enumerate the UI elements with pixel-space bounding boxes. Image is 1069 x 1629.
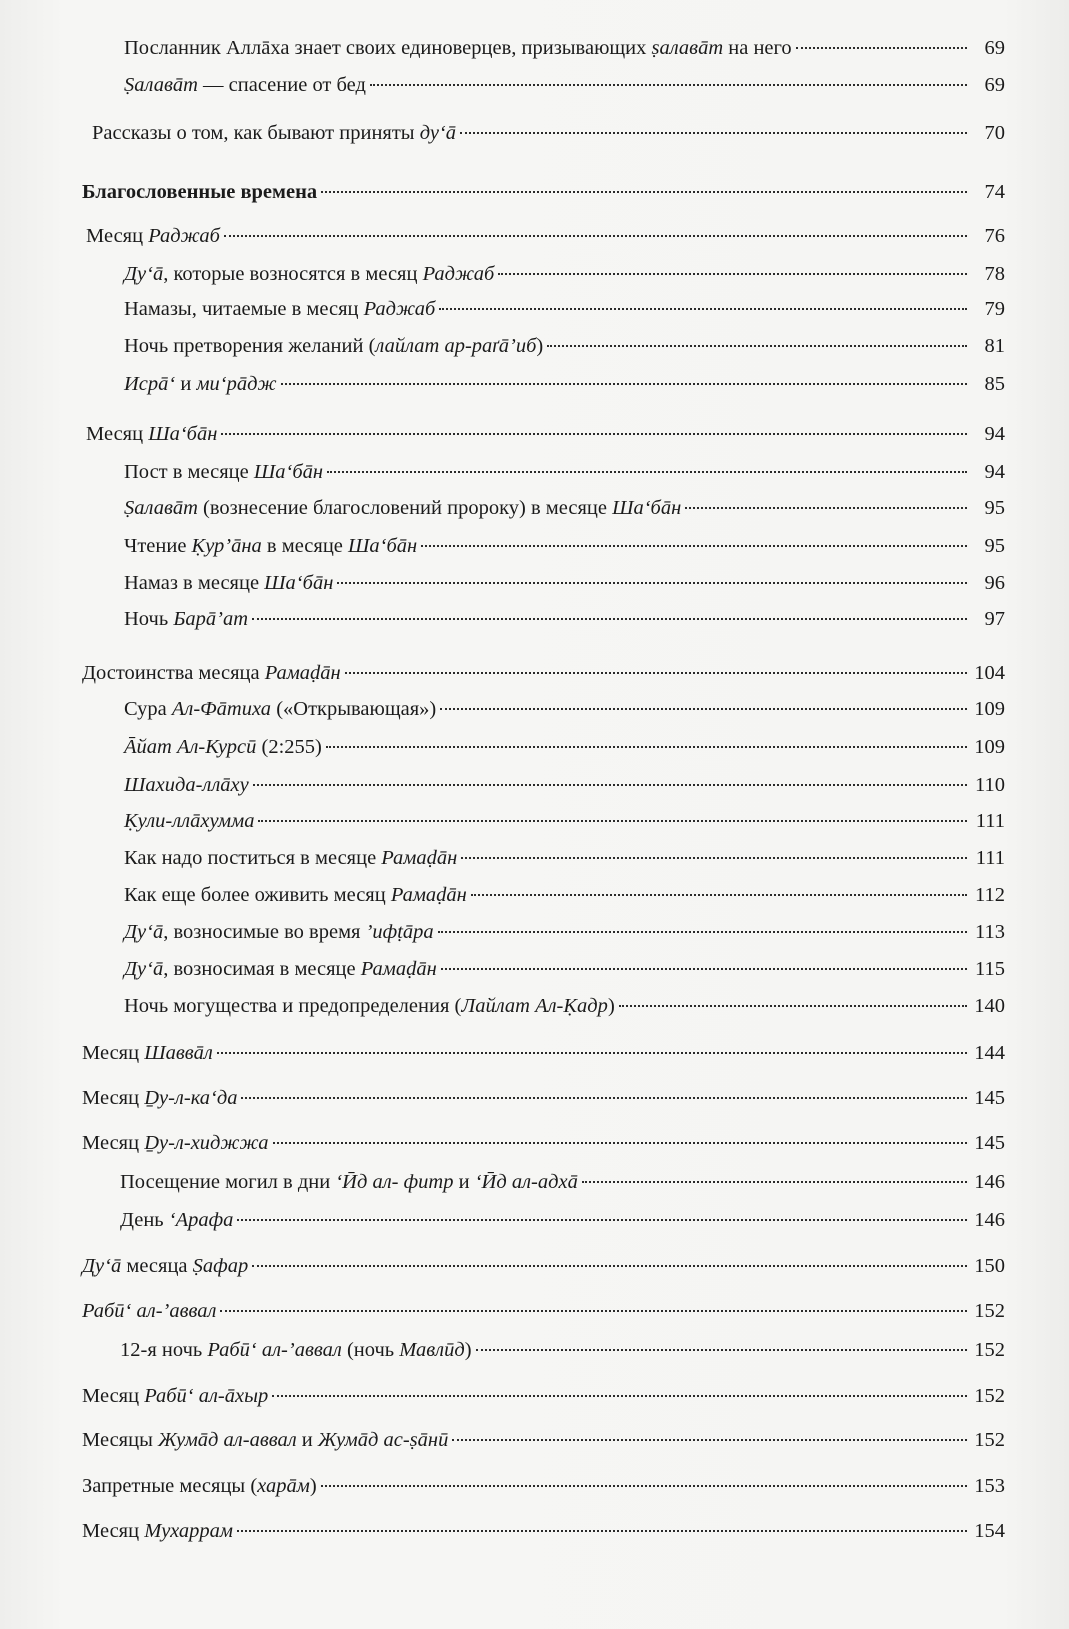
toc-entry (82, 1298, 1005, 1324)
toc-entry-page: 111 (975, 847, 1005, 869)
toc-entry (82, 1383, 1005, 1409)
toc-entry (120, 1337, 1005, 1363)
toc-entry-title: Достоинства месяца Рамаḍāн (82, 662, 341, 684)
toc-entry-title: Месяц Ḏу-л-ка‘да (82, 1087, 238, 1109)
toc-entry (124, 772, 1005, 798)
toc-entry-title: Ночь претворения желаний (лайлат ар-раґā’иб) (124, 335, 544, 357)
toc-entry-title: Ду‘ā месяца Ṣафар (82, 1255, 249, 1277)
toc-entry-page: 144 (974, 1042, 1005, 1064)
toc-entry-title: Благословенные времена (82, 181, 318, 203)
toc-entry (124, 956, 1005, 982)
dot-leader (547, 345, 967, 347)
dot-leader (220, 1310, 967, 1312)
toc-entry (82, 660, 1005, 686)
toc-entry (124, 495, 1005, 521)
toc-entry-title: Ḳули-ллāхумма (124, 810, 255, 832)
dot-leader (272, 1395, 967, 1397)
toc-entry-page: 110 (975, 774, 1005, 796)
toc-entry (124, 993, 1005, 1019)
toc-entry-page: 79 (984, 298, 1005, 320)
dot-leader (258, 820, 967, 822)
toc-entry (82, 1518, 1005, 1544)
toc-entry-page: 152 (974, 1385, 1005, 1407)
toc-entry-page: 145 (974, 1087, 1005, 1109)
toc-entry-title: Ду‘ā, которые возносятся в месяц Раджаб (124, 263, 495, 285)
toc-entry-page: 146 (974, 1171, 1005, 1193)
dot-leader (321, 1485, 967, 1487)
toc-entry-page: 97 (984, 608, 1005, 630)
toc-entry-page: 74 (984, 181, 1005, 203)
toc-entry (124, 919, 1005, 945)
toc-entry-page: 112 (975, 884, 1005, 906)
dot-leader (241, 1097, 967, 1099)
toc-entry-page: 70 (984, 122, 1005, 144)
toc-entry (124, 72, 1005, 98)
dot-leader (440, 708, 967, 710)
toc-entry (82, 1040, 1005, 1066)
toc-entry-title: Месяцы Жумāд ал-аввал и Жумāд ас-ṣāнӣ (82, 1429, 449, 1451)
toc-entry-title: День ‘Арафа (120, 1209, 234, 1231)
dot-leader (370, 84, 967, 86)
dot-leader (253, 784, 967, 786)
toc-entry (124, 570, 1005, 596)
dot-leader (345, 672, 967, 674)
dot-leader (582, 1181, 967, 1183)
toc-entry (124, 808, 1005, 834)
toc-entry-title: Намазы, читаемые в месяц Раджаб (124, 298, 436, 320)
dot-leader (498, 273, 967, 275)
dot-leader (326, 746, 967, 748)
toc-entry-title: Месяц Раджаб (86, 225, 220, 247)
dot-leader (327, 471, 967, 473)
toc-entry-title: Месяц Шаввāл (82, 1042, 213, 1064)
toc-entry-title: Исрā‘ и ми‘рāдж (124, 373, 277, 395)
toc-entry (92, 120, 1005, 146)
toc-entry-page: 150 (974, 1255, 1005, 1277)
toc-entry-title: 12-я ночь Рабӣ‘ ал-’аввал (ночь Мавлӣд) (120, 1339, 472, 1361)
toc-entry-title: Шахида-ллāху (124, 774, 249, 796)
dot-leader (438, 931, 967, 933)
dot-leader (439, 308, 967, 310)
dot-leader (460, 132, 967, 134)
toc-entry (124, 696, 1005, 722)
dot-leader (237, 1530, 967, 1532)
toc-entry-title: Запретные месяцы (харāм) (82, 1475, 317, 1497)
toc-entry-page: 78 (984, 263, 1005, 285)
toc-entry-page: 115 (975, 958, 1005, 980)
toc-entry-page: 111 (975, 810, 1005, 832)
toc-entry-page: 95 (984, 497, 1005, 519)
toc-entry (86, 421, 1005, 447)
dot-leader (452, 1439, 967, 1441)
toc-entry-page: 152 (974, 1300, 1005, 1322)
toc-entry-page: 104 (974, 662, 1005, 684)
toc-entry-page: 69 (984, 37, 1005, 59)
toc-entry (120, 1207, 1005, 1233)
toc-entry (82, 1253, 1005, 1279)
toc-entry-page: 81 (984, 335, 1005, 357)
dot-leader (321, 191, 967, 193)
dot-leader (461, 857, 967, 859)
dot-leader (441, 968, 967, 970)
dot-leader (273, 1142, 967, 1144)
dot-leader (471, 894, 967, 896)
toc-entry-page: 152 (974, 1429, 1005, 1451)
toc-entry-title: Месяц Рабӣ‘ ал-āхыр (82, 1385, 269, 1407)
toc-entry-page: 140 (974, 995, 1005, 1017)
toc-entry-title: Месяц Мухаррам (82, 1520, 234, 1542)
toc-entry-page: 153 (974, 1475, 1005, 1497)
toc-entry-page: 152 (974, 1339, 1005, 1361)
toc-entry-page: 76 (984, 225, 1005, 247)
toc-entry-title: Как надо поститься в месяце Рамаḍāн (124, 847, 458, 869)
toc-entry-page: 69 (984, 74, 1005, 96)
toc-entry (124, 371, 1005, 397)
toc-entry-title: Намаз в месяце Ша‘бāн (124, 572, 334, 594)
toc-entry-page: 96 (984, 572, 1005, 594)
toc-entry (82, 1427, 1005, 1453)
toc-entry (124, 882, 1005, 908)
toc-entry-page: 145 (974, 1132, 1005, 1154)
toc-entry (120, 1169, 1005, 1195)
toc-entry (124, 845, 1005, 871)
toc-entry-title: Посещение могил в дни ‘Ӣд ал- фитр и ‘Ӣд ал-адхā (120, 1171, 578, 1193)
dot-leader (685, 507, 967, 509)
toc-entry-page: 85 (984, 373, 1005, 395)
toc-entry-title: Посланник Аллāха знает своих единоверцев, призывающих ṣалавāт на него (124, 37, 792, 59)
toc-entry-title: Как еще более оживить месяц Рамаḍāн (124, 884, 467, 906)
toc-section-entry (82, 179, 1005, 205)
toc-entry-page: 94 (984, 461, 1005, 483)
toc-entry-title: Рассказы о том, как бывают приняты ду‘ā (92, 122, 456, 144)
dot-leader (337, 582, 967, 584)
toc-entry (124, 296, 1005, 322)
toc-entry-page: 113 (975, 921, 1005, 943)
toc-entry (82, 1085, 1005, 1111)
toc-entry-page: 146 (974, 1209, 1005, 1231)
toc-entry-title: Ду‘ā, возносимые во время ’ифṭāра (124, 921, 434, 943)
toc-entry-title: Чтение Ḳур’āна в месяце Ша‘бāн (124, 535, 418, 557)
dot-leader (281, 383, 967, 385)
toc-entry (124, 459, 1005, 485)
dot-leader (421, 545, 967, 547)
toc-entry-page: 109 (974, 736, 1005, 758)
dot-leader (796, 47, 967, 49)
toc-entry-title: Месяц Ḏу-л-хиджжа (82, 1132, 269, 1154)
toc-entry-title: Ночь Барā’ат (124, 608, 249, 630)
toc-entry (124, 35, 1005, 61)
toc-entry-page: 94 (984, 423, 1005, 445)
toc-entry-title: Сура Ал-Фāтиха («Открывающая») (124, 698, 437, 720)
toc-entry-page: 154 (974, 1520, 1005, 1542)
toc-entry (124, 734, 1005, 760)
toc-entry (82, 1473, 1005, 1499)
toc-entry (124, 533, 1005, 559)
toc-entry-title: Ду‘ā, возносимая в месяце Рамаḍāн (124, 958, 437, 980)
toc-entry-title: Рабӣ‘ ал-’аввал (82, 1300, 217, 1322)
toc-entry-title: Ṣалавāт — спасение от бед (124, 74, 366, 96)
toc-entry (124, 606, 1005, 632)
toc-entry (124, 261, 1005, 287)
dot-leader (476, 1349, 967, 1351)
toc-entry-title: Месяц Ша‘бāн (86, 423, 218, 445)
dot-leader (217, 1052, 967, 1054)
toc-entry-title: Ṣалавāт (вознесение благословений пророку) в месяце Ша‘бāн (124, 497, 682, 519)
dot-leader (619, 1005, 967, 1007)
toc-entry-page: 109 (974, 698, 1005, 720)
dot-leader (221, 433, 967, 435)
dot-leader (252, 1265, 967, 1267)
toc-entry (82, 1130, 1005, 1156)
toc-entry (124, 333, 1005, 359)
dot-leader (252, 618, 967, 620)
toc-entry-title: Āйат Ал-Курсӣ (2:255) (124, 736, 322, 758)
toc-entry-title: Пост в месяце Ша‘бāн (124, 461, 324, 483)
dot-leader (224, 235, 967, 237)
toc-entry-title: Ночь могущества и предопределения (Лайлат Ал-Ḳадр) (124, 995, 615, 1017)
toc-entry-page: 95 (984, 535, 1005, 557)
dot-leader (237, 1219, 967, 1221)
toc-entry (86, 223, 1005, 249)
